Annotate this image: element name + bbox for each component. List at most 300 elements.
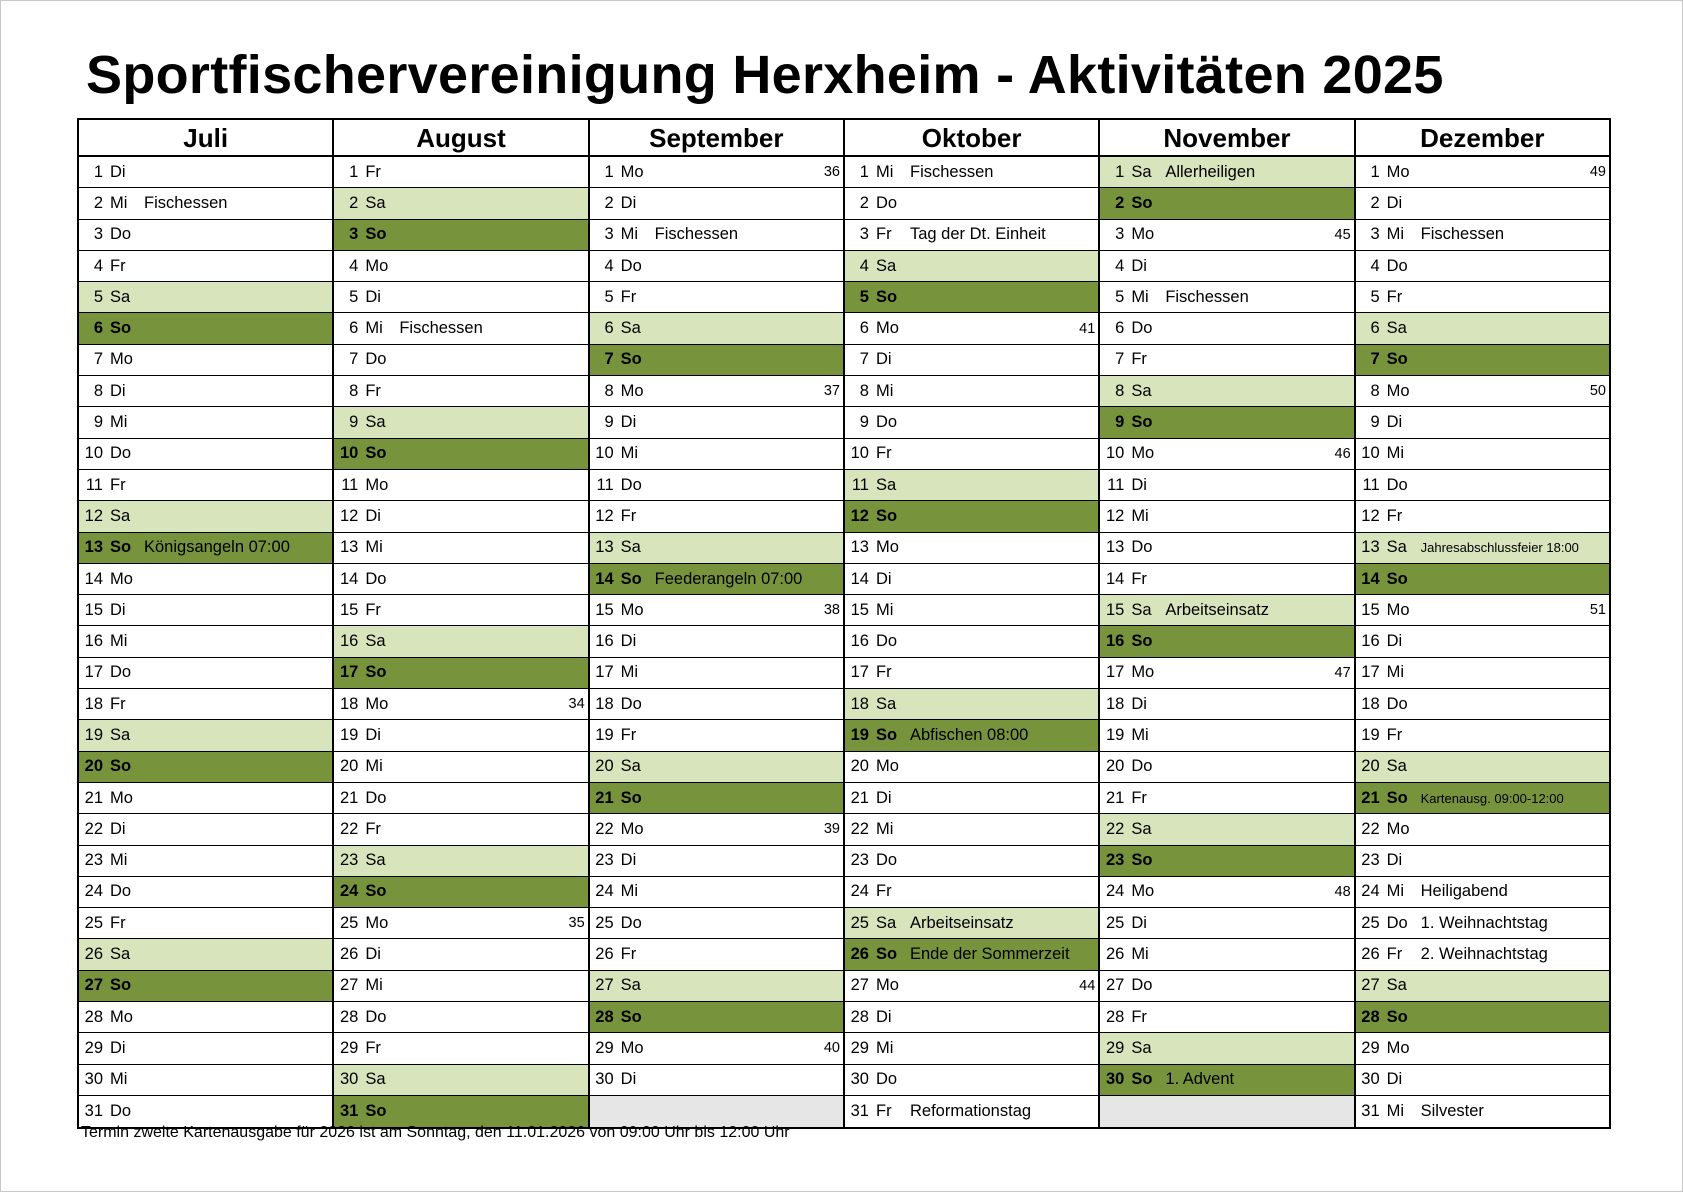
day-number: 19 <box>595 725 614 744</box>
weekday-label: Sa <box>110 945 131 964</box>
day-number: 8 <box>349 381 359 400</box>
weekday-label: Fr <box>1131 569 1147 588</box>
day-number: 7 <box>859 350 869 369</box>
weekday-label: Mo <box>110 788 133 807</box>
weekday-label: Mi <box>1386 882 1405 901</box>
day-number: 14 <box>850 569 869 588</box>
day-number: 29 <box>595 1038 614 1057</box>
weekday-label: Mi <box>365 319 383 338</box>
day-number: 3 <box>93 225 103 244</box>
month-header: November <box>1100 120 1353 157</box>
weekday-label: So <box>1131 1070 1153 1089</box>
day-row <box>79 533 332 564</box>
day-number: 13 <box>595 538 614 557</box>
day-row <box>79 345 332 376</box>
day-row <box>1356 282 1609 313</box>
weekday-label: Mi <box>875 819 894 838</box>
day-number: 6 <box>859 319 869 338</box>
weekday-label: Di <box>875 1007 892 1026</box>
day-row <box>1356 251 1609 282</box>
weekday-label: Sa <box>1386 976 1407 995</box>
day-number: 7 <box>1115 350 1125 369</box>
weekday-label: So <box>365 882 387 901</box>
day-row <box>590 720 843 751</box>
weekday-label: Fr <box>620 725 637 744</box>
weekday-label: Fr <box>1131 350 1147 369</box>
day-number: 28 <box>1361 1007 1380 1026</box>
day-row <box>845 251 1098 282</box>
weekday-label: Mi <box>110 851 128 870</box>
day-number: 4 <box>604 256 614 275</box>
event-label: Fischessen <box>144 193 228 212</box>
weekday-label: Sa <box>1131 162 1152 181</box>
day-number: 7 <box>93 350 103 369</box>
day-number: 8 <box>604 381 614 400</box>
day-number: 22 <box>595 819 614 838</box>
weekday-label: Mo <box>875 319 899 338</box>
day-row <box>334 720 587 751</box>
weekday-label: Mo <box>110 350 133 369</box>
day-number: 16 <box>339 632 359 651</box>
weekday-label: Sa <box>620 757 641 776</box>
day-number: 24 <box>84 882 103 901</box>
week-number: 51 <box>1589 602 1606 619</box>
day-number: 18 <box>339 694 359 713</box>
day-number: 31 <box>84 1102 103 1121</box>
day-number: 10 <box>1361 444 1380 463</box>
day-number: 21 <box>1361 788 1380 807</box>
day-row <box>334 783 587 814</box>
day-row <box>590 1065 843 1096</box>
weekday-label: Di <box>1131 694 1147 713</box>
weekday-label: Do <box>110 1102 132 1121</box>
weekday-label: Sa <box>110 287 131 306</box>
weekday-label: Di <box>110 819 126 838</box>
weekday-label: Mi <box>1131 287 1149 306</box>
weekday-label: Di <box>620 413 637 432</box>
day-number: 15 <box>1105 600 1125 619</box>
day-number: 8 <box>93 381 103 400</box>
event-label: Königsangeln 07:00 <box>144 538 290 557</box>
day-number: 22 <box>84 819 103 838</box>
day-number: 16 <box>850 632 869 651</box>
day-row <box>845 783 1098 814</box>
day-row <box>334 533 587 564</box>
day-number: 5 <box>1370 287 1380 306</box>
day-row <box>1100 1002 1353 1033</box>
weekday-label: Fr <box>1386 287 1403 306</box>
day-number: 14 <box>1105 569 1125 588</box>
day-row <box>334 1065 587 1096</box>
day-number: 2 <box>349 193 359 212</box>
day-row <box>590 188 843 219</box>
day-number: 12 <box>339 506 359 525</box>
day-number: 1 <box>1115 162 1125 181</box>
weekday-label: Do <box>1386 694 1408 713</box>
day-number: 2 <box>859 193 869 212</box>
day-row <box>334 220 587 251</box>
day-row <box>845 345 1098 376</box>
weekday-label: Di <box>1386 851 1403 870</box>
weekday-label: Fr <box>365 162 381 181</box>
day-number: 11 <box>1107 475 1125 494</box>
weekday-label: Di <box>875 350 892 369</box>
day-number: 25 <box>84 913 103 932</box>
month-column-august <box>332 120 587 1127</box>
day-number: 10 <box>595 444 614 463</box>
weekday-label: Mi <box>875 381 894 400</box>
weekday-label: Fr <box>365 1038 381 1057</box>
day-row <box>334 626 587 657</box>
day-number: 12 <box>595 506 614 525</box>
weekday-label: Do <box>620 475 642 494</box>
day-number: 13 <box>850 538 869 557</box>
weekday-label: Fr <box>875 882 892 901</box>
day-number: 2 <box>604 193 614 212</box>
day-row <box>1100 908 1353 939</box>
day-row <box>79 470 332 501</box>
day-row <box>1356 658 1609 689</box>
day-row <box>334 877 587 908</box>
day-number: 29 <box>1361 1038 1380 1057</box>
weekday-label: So <box>365 444 387 463</box>
day-row <box>1356 564 1609 595</box>
event-label: Allerheiligen <box>1165 162 1256 181</box>
day-row <box>590 407 843 438</box>
weekday-label: Sa <box>365 413 386 432</box>
day-number: 30 <box>1361 1070 1380 1089</box>
weekday-label: Mi <box>1386 663 1405 682</box>
day-number: 24 <box>850 882 869 901</box>
weekday-label: So <box>1386 569 1408 588</box>
day-number: 23 <box>1361 851 1380 870</box>
weekday-label: Do <box>1386 913 1408 932</box>
day-row <box>334 1096 587 1127</box>
weekday-label: Do <box>1386 256 1408 275</box>
day-number: 23 <box>595 851 614 870</box>
day-row <box>1100 1096 1353 1127</box>
day-number: 4 <box>1370 256 1380 275</box>
weekday-label: Di <box>365 725 381 744</box>
footer-note: Termin zweite Kartenausgabe für 2026 ist am Sonntag, den 11.01.2026 von 09:00 Uhr bis 12:00 Uhr <box>81 1124 790 1141</box>
weekday-label: Mi <box>1131 945 1149 964</box>
day-row <box>590 814 843 845</box>
day-row <box>1356 1096 1609 1127</box>
weekday-label: Di <box>1131 913 1147 932</box>
day-number: 28 <box>84 1007 103 1026</box>
day-number: 13 <box>84 538 103 557</box>
day-row <box>1100 251 1353 282</box>
weekday-label: Sa <box>1386 319 1407 338</box>
weekday-label: Di <box>620 193 637 212</box>
weekday-label: Di <box>1131 475 1147 494</box>
weekday-label: Fr <box>620 287 637 306</box>
day-row <box>1100 783 1353 814</box>
day-number: 24 <box>1105 882 1125 901</box>
day-row <box>1356 752 1609 783</box>
day-row <box>845 658 1098 689</box>
weekday-label: Do <box>620 913 642 932</box>
event-label: Ende der Sommerzeit <box>909 945 1070 964</box>
weekday-label: Mi <box>1131 506 1149 525</box>
week-number: 37 <box>823 383 840 400</box>
day-number: 25 <box>339 913 359 932</box>
event-label: Fischessen <box>1420 225 1505 244</box>
weekday-label: So <box>620 569 642 588</box>
day-number: 7 <box>349 350 359 369</box>
weekday-label: Fr <box>1386 945 1403 964</box>
day-number: 12 <box>1105 506 1125 525</box>
weekday-label: Do <box>875 193 898 212</box>
day-number: 16 <box>1361 632 1380 651</box>
day-row <box>845 188 1098 219</box>
day-number: 17 <box>850 663 869 682</box>
day-row <box>590 282 843 313</box>
week-number: 39 <box>823 821 840 838</box>
weekday-label: Sa <box>875 694 897 713</box>
day-row <box>79 376 332 407</box>
day-row <box>590 470 843 501</box>
day-row <box>1100 564 1353 595</box>
day-number: 2 <box>1370 193 1380 212</box>
day-row <box>1100 595 1353 626</box>
day-number: 13 <box>1361 538 1380 557</box>
event-label: Fischessen <box>1165 287 1249 306</box>
weekday-label: Do <box>365 788 387 807</box>
day-row <box>845 282 1098 313</box>
day-number: 1 <box>859 162 869 181</box>
day-number: 11 <box>85 475 103 494</box>
weekday-label: Mi <box>1386 225 1405 244</box>
day-number: 16 <box>84 632 103 651</box>
weekday-label: Fr <box>1386 506 1403 525</box>
day-number: 27 <box>84 976 103 995</box>
weekday-label: Sa <box>1386 757 1407 776</box>
event-label: Fischessen <box>654 225 739 244</box>
month-column-juli <box>79 120 332 1127</box>
day-row <box>334 939 587 970</box>
month-header: Oktober <box>845 120 1098 157</box>
week-number: 48 <box>1334 883 1351 900</box>
weekday-label: So <box>110 319 132 338</box>
day-row <box>79 1033 332 1064</box>
week-number: 34 <box>568 696 585 713</box>
weekday-label: Mo <box>620 162 644 181</box>
day-row <box>1100 939 1353 970</box>
day-row <box>334 1033 587 1064</box>
day-row <box>1100 814 1353 845</box>
week-number: 36 <box>823 164 840 181</box>
weekday-label: Mi <box>110 413 128 432</box>
day-row <box>79 407 332 438</box>
weekday-label: Fr <box>875 444 892 463</box>
day-row <box>1100 407 1353 438</box>
day-row <box>79 595 332 626</box>
day-row <box>1356 595 1609 626</box>
day-row <box>79 251 332 282</box>
day-number: 22 <box>1105 819 1125 838</box>
weekday-label: Sa <box>1386 538 1407 557</box>
day-number: 26 <box>1105 945 1125 964</box>
day-row <box>79 501 332 532</box>
day-row <box>845 564 1098 595</box>
day-number: 14 <box>339 569 359 588</box>
day-number: 18 <box>595 694 614 713</box>
month-header: August <box>334 120 587 157</box>
day-row <box>1100 971 1353 1002</box>
day-row <box>1356 1002 1609 1033</box>
day-row <box>845 971 1098 1002</box>
day-row <box>1100 533 1353 564</box>
day-row <box>845 407 1098 438</box>
event-label: 2. Weihnachtstag <box>1420 945 1548 964</box>
day-number: 21 <box>1105 788 1125 807</box>
day-number: 13 <box>339 538 359 557</box>
day-number: 9 <box>1115 413 1125 432</box>
day-number: 21 <box>84 788 103 807</box>
weekday-label: So <box>1131 193 1153 212</box>
weekday-label: Fr <box>365 381 381 400</box>
day-row <box>1356 376 1609 407</box>
day-number: 18 <box>850 694 869 713</box>
day-number: 9 <box>1370 413 1380 432</box>
event-label: 1. Weihnachtstag <box>1420 913 1548 932</box>
day-number: 4 <box>1115 256 1125 275</box>
weekday-label: Sa <box>875 913 897 932</box>
weekday-label: Sa <box>365 632 386 651</box>
day-row <box>79 877 332 908</box>
day-number: 2 <box>93 193 103 212</box>
weekday-label: Do <box>365 1007 387 1026</box>
weekday-label: Mi <box>875 600 894 619</box>
weekday-label: Fr <box>1131 1007 1147 1026</box>
day-number: 25 <box>850 913 869 932</box>
week-number: 35 <box>568 915 585 932</box>
day-row <box>334 908 587 939</box>
day-number: 10 <box>1105 444 1125 463</box>
month-column-november <box>1098 120 1353 1127</box>
day-row <box>590 376 843 407</box>
day-row <box>845 1065 1098 1096</box>
day-row <box>334 658 587 689</box>
day-row <box>334 846 587 877</box>
weekday-label: Sa <box>1131 381 1152 400</box>
weekday-label: Di <box>110 1038 126 1057</box>
day-number: 20 <box>1105 757 1125 776</box>
day-row <box>1100 439 1353 470</box>
weekday-label: Do <box>1131 976 1153 995</box>
day-row <box>590 971 843 1002</box>
day-number: 26 <box>84 945 103 964</box>
weekday-label: Mo <box>620 819 644 838</box>
day-row <box>1100 846 1353 877</box>
day-row <box>1356 439 1609 470</box>
weekday-label: Sa <box>1131 1038 1152 1057</box>
day-number: 5 <box>604 287 614 306</box>
day-number: 14 <box>595 569 614 588</box>
day-row <box>1356 407 1609 438</box>
day-number: 29 <box>1105 1038 1125 1057</box>
day-row <box>1356 939 1609 970</box>
day-row <box>79 658 332 689</box>
day-row <box>845 1096 1098 1127</box>
day-number: 28 <box>1105 1007 1125 1026</box>
day-row <box>334 407 587 438</box>
day-number: 9 <box>604 413 614 432</box>
day-number: 2 <box>1115 193 1125 212</box>
day-row <box>590 1002 843 1033</box>
weekday-label: Do <box>875 1070 898 1089</box>
week-number: 50 <box>1589 383 1606 400</box>
day-number: 24 <box>339 882 359 901</box>
day-number: 24 <box>595 882 614 901</box>
weekday-label: So <box>875 287 898 306</box>
day-number: 18 <box>1105 694 1125 713</box>
day-number: 15 <box>1361 600 1380 619</box>
month-header: September <box>590 120 843 157</box>
day-row <box>1356 157 1609 188</box>
day-row <box>1100 282 1353 313</box>
month-header: Dezember <box>1356 120 1609 157</box>
day-number: 21 <box>850 788 869 807</box>
day-row <box>79 564 332 595</box>
weekday-label: Mo <box>620 600 644 619</box>
weekday-label: Do <box>110 444 132 463</box>
day-number: 1 <box>604 162 614 181</box>
week-number: 41 <box>1079 320 1096 337</box>
day-row <box>590 1033 843 1064</box>
day-number: 17 <box>1361 663 1380 682</box>
day-row <box>845 846 1098 877</box>
day-row <box>1100 658 1353 689</box>
day-number: 1 <box>1370 162 1380 181</box>
day-number: 23 <box>850 851 869 870</box>
day-row <box>1356 470 1609 501</box>
weekday-label: So <box>365 1102 387 1121</box>
weekday-label: Fr <box>110 475 126 494</box>
day-number: 13 <box>1105 538 1125 557</box>
day-row <box>334 1002 587 1033</box>
day-row <box>79 689 332 720</box>
day-number: 21 <box>339 788 359 807</box>
day-row <box>1100 877 1353 908</box>
weekday-label: Do <box>110 882 132 901</box>
day-number: 6 <box>93 319 103 338</box>
day-row <box>79 783 332 814</box>
weekday-label: Mo <box>1131 444 1155 463</box>
day-number: 22 <box>339 819 359 838</box>
day-row <box>79 1002 332 1033</box>
event-label: Fischessen <box>909 162 994 181</box>
day-number: 1 <box>93 162 103 181</box>
day-number: 11 <box>851 475 869 494</box>
day-number: 17 <box>339 663 359 682</box>
day-row <box>1356 533 1609 564</box>
day-row <box>845 313 1098 344</box>
weekday-label: Mo <box>1386 381 1410 400</box>
day-number: 27 <box>1105 976 1125 995</box>
day-number: 17 <box>595 663 614 682</box>
day-row <box>79 908 332 939</box>
weekday-label: Fr <box>875 663 892 682</box>
day-row <box>1356 188 1609 219</box>
day-row <box>590 157 843 188</box>
day-number: 29 <box>339 1038 359 1057</box>
day-row <box>1100 1065 1353 1096</box>
day-number: 6 <box>1370 319 1380 338</box>
week-number: 49 <box>1589 164 1606 181</box>
day-row <box>1100 188 1353 219</box>
